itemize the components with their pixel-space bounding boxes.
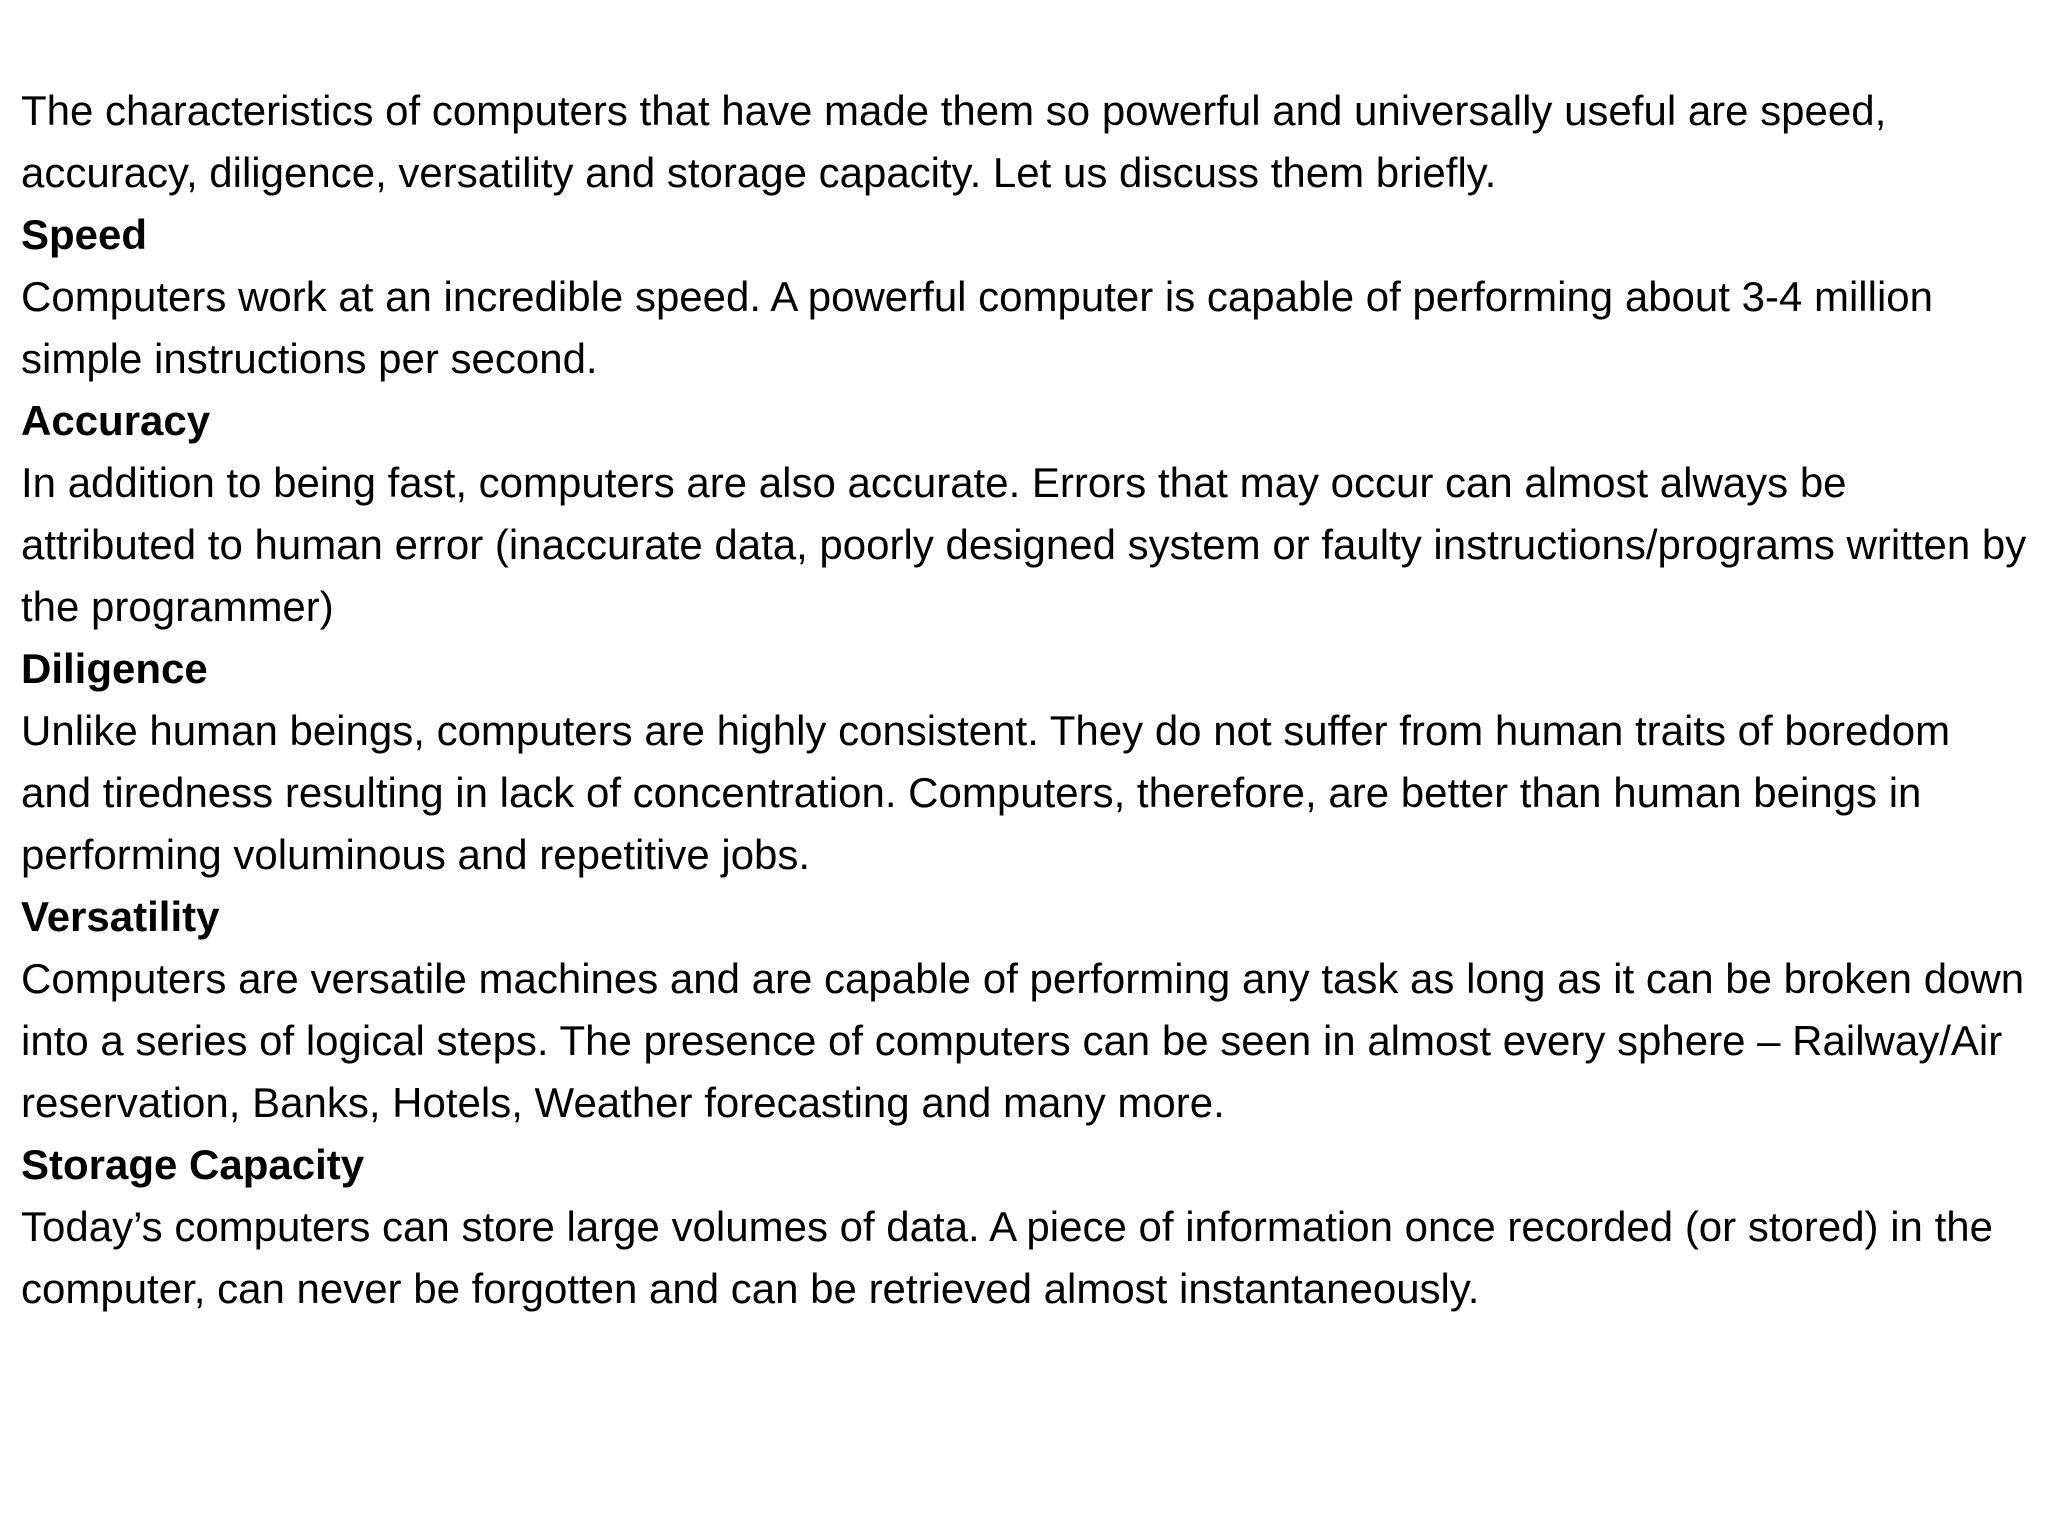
heading-accuracy: Accuracy [21, 397, 211, 444]
heading-diligence: Diligence [21, 645, 208, 692]
intro-paragraph: The characteristics of computers that have made them so powerful and universally useful are speed, accuracy, diligence, versatility and storage capacity. Let us discuss them briefly. [21, 87, 1887, 196]
heading-speed: Speed [21, 211, 148, 258]
slide-body [21, 80, 2031, 1320]
paragraph-speed: Computers work at an incredible speed. A powerful computer is capable of performing about 3-4 million simple instructions per second. [21, 273, 1934, 382]
paragraph-versatility: Computers are versatile machines and are capable of performing any task as long as it can be broken down into a series of logical steps. The presence of computers can be seen in almost every sphere – Railway/Air reservation, Banks, Hotels, Weather forecasting and many more. [21, 955, 2025, 1126]
paragraph-diligence: Unlike human beings, computers are highly consistent. They do not suffer from human traits of boredom and tiredness resulting in lack of concentration. Computers, therefore, are better than human beings in performing voluminous and repetitive jobs. [21, 707, 1951, 878]
paragraph-storage-capacity: Today’s computers can store large volumes of data. A piece of information once recorded (or stored) in the computer, can never be forgotten and can be retrieved almost instantaneously. [21, 1203, 1993, 1312]
heading-storage-capacity: Storage Capacity [21, 1141, 365, 1188]
paragraph-accuracy: In addition to being fast, computers are also accurate. Errors that may occur can almost always be attributed to human error (inaccurate data, poorly designed system or faulty instructions/programs written by the programmer) [21, 459, 2027, 630]
heading-versatility: Versatility [21, 893, 220, 940]
